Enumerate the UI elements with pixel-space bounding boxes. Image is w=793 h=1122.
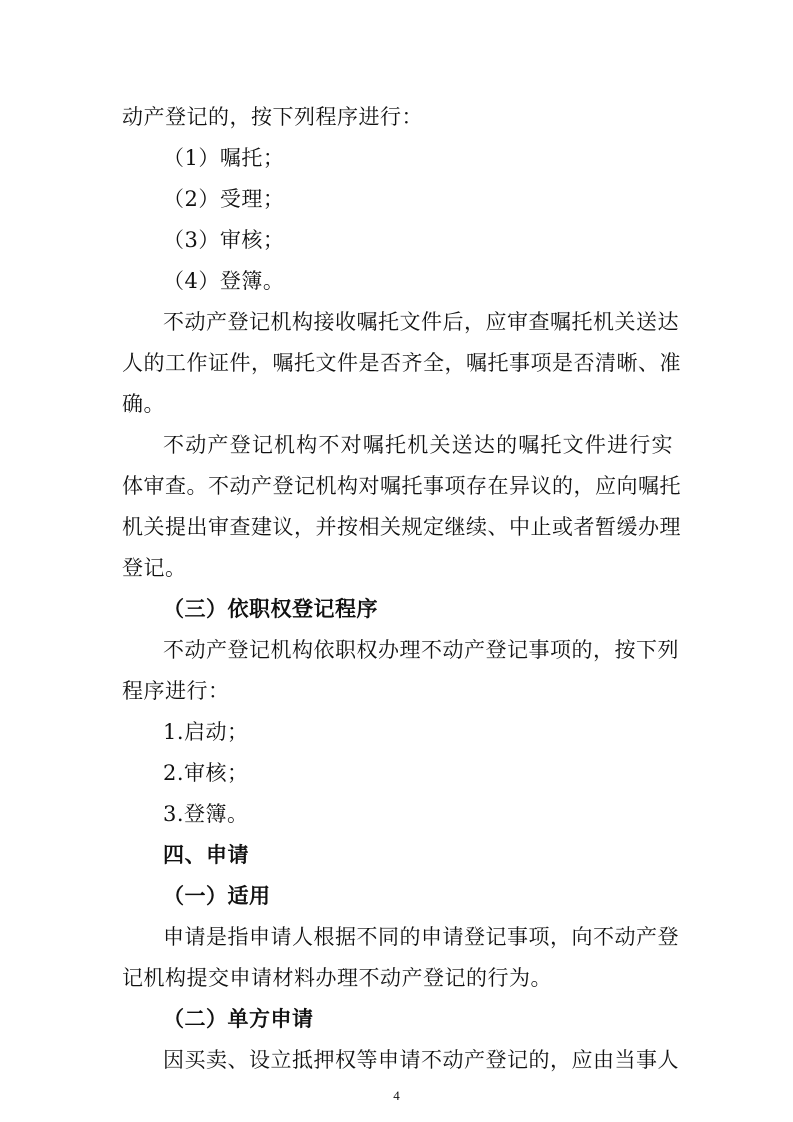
paragraph-line: 体审查。不动产登记机构对嘱托事项存在异议的，应向嘱托 bbox=[122, 474, 681, 498]
subsection-heading: （三）依职权登记程序 bbox=[163, 596, 378, 621]
paragraph-line: 不动产登记机构依职权办理不动产登记事项的，按下列 bbox=[163, 638, 679, 662]
list-item: 2.审核； bbox=[163, 761, 249, 785]
list-item: 1.启动； bbox=[163, 720, 249, 744]
list-item: （3）审核； bbox=[163, 228, 285, 252]
section-heading: 四、申请 bbox=[163, 843, 249, 867]
paragraph-line: 程序进行： bbox=[122, 679, 230, 703]
list-item: （2）受理； bbox=[163, 187, 285, 211]
list-item: 3.登簿。 bbox=[163, 802, 249, 826]
paragraph-line: 不动产登记机构接收嘱托文件后，应审查嘱托机关送达 bbox=[163, 310, 679, 334]
paragraph-line: 登记。 bbox=[122, 556, 187, 580]
paragraph-line: 人的工作证件，嘱托文件是否齐全，嘱托事项是否清晰、准 bbox=[122, 351, 681, 375]
paragraph-line: 不动产登记机构不对嘱托机关送达的嘱托文件进行实 bbox=[163, 433, 673, 457]
list-item: （1）嘱托； bbox=[163, 146, 285, 170]
paragraph-line: 确。 bbox=[122, 392, 165, 416]
paragraph-line: 记机构提交申请材料办理不动产登记的行为。 bbox=[122, 966, 552, 990]
subsection-heading: （一）适用 bbox=[163, 883, 271, 908]
list-item: （4）登簿。 bbox=[163, 269, 285, 293]
paragraph-line: 因买卖、设立抵押权等申请不动产登记的，应由当事人 bbox=[163, 1048, 679, 1072]
page-number: 4 bbox=[393, 1088, 400, 1103]
paragraph-line: 机关提出审查建议，并按相关规定继续、中止或者暂缓办理 bbox=[122, 515, 681, 539]
paragraph-line: 动产登记的，按下列程序进行： bbox=[122, 105, 423, 129]
subsection-heading: （二）单方申请 bbox=[163, 1006, 314, 1031]
paragraph-line: 申请是指申请人根据不同的申请登记事项，向不动产登 bbox=[163, 925, 679, 949]
